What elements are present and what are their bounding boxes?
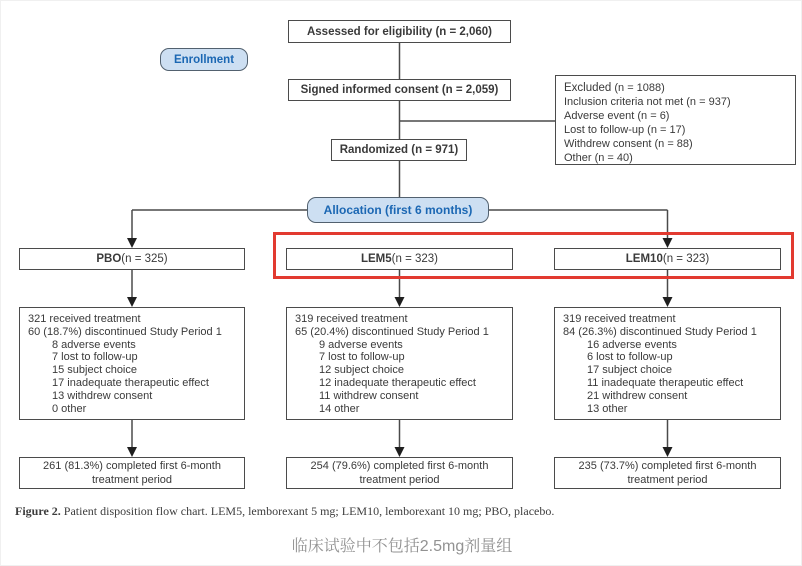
completion-text-lem5: 254 (79.6%) completed first 6-month treatment period bbox=[310, 460, 489, 486]
assessed-box bbox=[288, 20, 511, 43]
reason-line: 6 lost to follow-up bbox=[587, 351, 673, 364]
arm-header-lem5 bbox=[286, 248, 513, 270]
reason-line: 13 withdrew consent bbox=[52, 389, 153, 402]
randomized-box bbox=[331, 139, 467, 161]
reason-line: 12 subject choice bbox=[319, 364, 404, 377]
enrollment-tag-label: Enrollment bbox=[173, 53, 235, 66]
completion-box-pbo bbox=[19, 457, 245, 489]
reason-line: 7 lost to follow-up bbox=[52, 351, 138, 364]
completion-text-lem10: 235 (73.7%) completed first 6-month treatment period bbox=[578, 460, 757, 486]
received-line: 321 received treatment bbox=[28, 313, 141, 325]
figure-caption-label: Figure 2. bbox=[15, 504, 61, 518]
reason-line: 16 adverse events bbox=[587, 338, 677, 351]
figure-caption bbox=[15, 504, 785, 519]
arm-header-pbo bbox=[19, 248, 245, 270]
assessed-label: Assessed for eligibility (n = 2,060) bbox=[306, 25, 493, 38]
reason-line: 14 other bbox=[319, 402, 360, 415]
reason-line: 8 adverse events bbox=[52, 338, 136, 351]
reason-line: 9 adverse events bbox=[319, 338, 403, 351]
received-line: 319 received treatment bbox=[295, 313, 408, 325]
randomized-label: Randomized (n = 971) bbox=[339, 144, 459, 156]
arm-name-lem10: LEM10 bbox=[625, 253, 663, 265]
excluded-item: Withdrew consent (n = 88) bbox=[564, 138, 693, 150]
excluded-item: Inclusion criteria not met (n = 937) bbox=[564, 96, 731, 108]
consent-label: Signed informed consent (n = 2,059) bbox=[300, 84, 499, 96]
excluded-item: Other (n = 40) bbox=[564, 152, 633, 164]
discontinued-line: 65 (20.4%) discontinued Study Period 1 bbox=[295, 325, 489, 338]
treatment-detail-pbo bbox=[19, 307, 245, 420]
discontinued-line: 60 (18.7%) discontinued Study Period 1 bbox=[28, 325, 222, 338]
reason-line: 0 other bbox=[52, 402, 87, 415]
arm-n-pbo: (n = 325) bbox=[121, 253, 168, 265]
treatment-detail-lem10 bbox=[554, 307, 781, 420]
excluded-title: Excluded bbox=[564, 82, 612, 94]
reason-line: 11 withdrew consent bbox=[319, 389, 419, 402]
excluded-title-line bbox=[564, 81, 789, 95]
allocation-tag bbox=[307, 197, 489, 223]
reason-line: 13 other bbox=[587, 402, 628, 415]
arm-n-lem5: (n = 323) bbox=[391, 253, 439, 265]
reason-line: 12 inadequate therapeutic effect bbox=[319, 376, 476, 389]
treatment-detail-lem5 bbox=[286, 307, 513, 420]
reason-line: 7 lost to follow-up bbox=[319, 351, 405, 364]
enrollment-tag bbox=[160, 48, 248, 71]
reason-line: 17 inadequate therapeutic effect bbox=[52, 376, 209, 389]
completion-box-lem5 bbox=[286, 457, 513, 489]
allocation-tag-label: Allocation (first 6 months) bbox=[323, 203, 473, 217]
completion-box-lem10 bbox=[554, 457, 781, 489]
reason-line: 17 subject choice bbox=[587, 364, 672, 377]
completion-text-pbo: 261 (81.3%) completed first 6-month treatment period bbox=[43, 460, 221, 486]
figure-caption-text: Patient disposition flow chart. LEM5, lemborexant 5 mg; LEM10, lemborexant 10 mg; PBO, placebo. bbox=[60, 504, 555, 518]
excluded-title-n: (n = 1088) bbox=[611, 82, 665, 94]
excluded-box bbox=[555, 75, 796, 165]
excluded-item: Adverse event (n = 6) bbox=[564, 110, 670, 122]
excluded-item: Lost to follow-up (n = 17) bbox=[564, 124, 686, 136]
consent-box bbox=[288, 79, 511, 101]
arm-name-lem5: LEM5 bbox=[360, 253, 392, 265]
arm-n-lem10: (n = 323) bbox=[662, 253, 710, 265]
chinese-note: 临床试验中不包括2.5mg剂量组 bbox=[291, 538, 513, 555]
reason-line: 11 inadequate therapeutic effect bbox=[587, 376, 744, 389]
arm-header-lem10 bbox=[554, 248, 781, 270]
discontinued-line: 84 (26.3%) discontinued Study Period 1 bbox=[563, 325, 757, 338]
reason-line: 21 withdrew consent bbox=[587, 389, 688, 402]
reason-line: 15 subject choice bbox=[52, 364, 137, 377]
arm-name-pbo: PBO bbox=[96, 253, 122, 265]
received-line: 319 received treatment bbox=[563, 313, 676, 325]
